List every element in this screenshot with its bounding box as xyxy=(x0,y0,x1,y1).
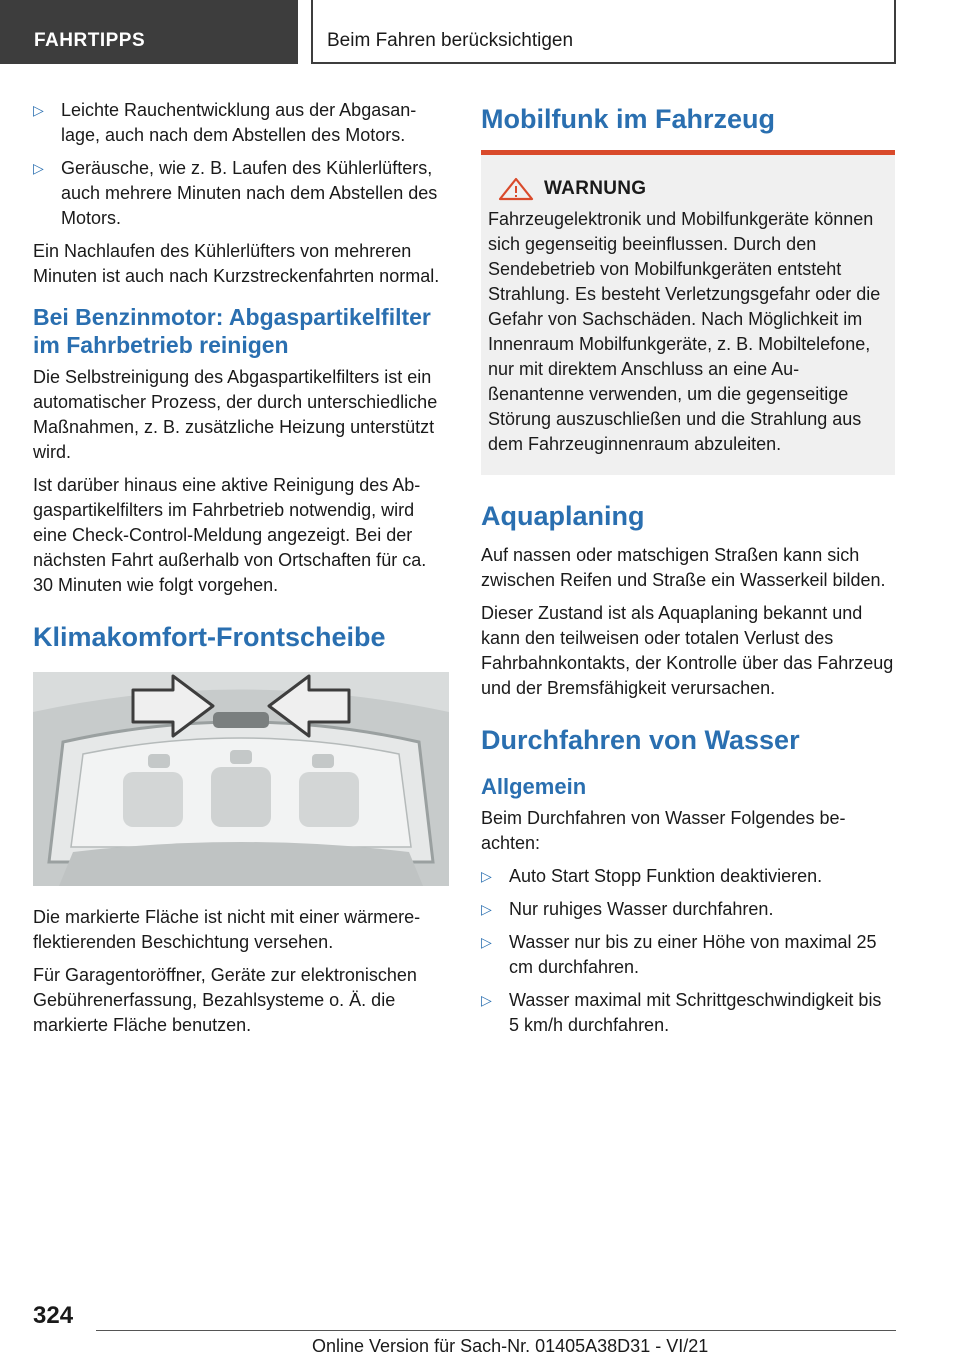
warning-header xyxy=(488,177,887,201)
triangle-right-icon: ▷ xyxy=(481,901,492,917)
windshield-illustration xyxy=(33,672,449,886)
list-item: ▷ Geräusche, wie z. B. Laufen des Kühlerlüfters, auch mehrere Minuten nach dem Abstellen des Motors. xyxy=(33,158,438,228)
warning-box xyxy=(481,155,895,475)
list-item: ▷ Wasser maximal mit Schrittgeschwindigkeit bis 5 km/h durchfahren. xyxy=(481,990,882,1035)
paragraph-garagentoroeffner: Für Garagentoröffner, Geräte zur elektronischen Gebührenerfassung, Bezahlsysteme o. Ä. die markierte Fläche benutzen. xyxy=(33,965,417,1035)
left-column xyxy=(33,98,449,1046)
triangle-right-icon: ▷ xyxy=(481,868,492,884)
heading-benzinmotor: Bei Benzinmotor: Abgaspartikelfilter im Fahrbetrieb reinigen xyxy=(33,304,431,358)
page-number: 324 xyxy=(33,1302,74,1329)
list-item: ▷ Nur ruhiges Wasser durchfahren. xyxy=(481,897,895,922)
paragraph-aktive-reinigung: Ist darüber hinaus eine aktive Reinigung des Abgaspartikelfilters im Fahrbetrieb notwendig, wird eine Check-Control-Meldung angezeigt. Bei der nächsten Fahrt außerhalb von Ortschaften für ca. 30 Minuten wie folgt vorgehen. xyxy=(33,475,427,595)
list-item: ▷ Leichte Rauchentwicklung aus der Abgasanlage, auch nach dem Abstellen des Motors. xyxy=(33,100,417,145)
paragraph-aquaplaning-verlust: Dieser Zustand ist als Aquaplaning bekannt und kann den teilweisen oder totalen Verlust des Fahrbahnkontakts, der Kontrolle über das Fahrzeug und der Bremsfähigkeit verursachen. xyxy=(481,603,894,698)
paragraph-allgemein: Beim Durchfahren von Wasser Folgendes beachten: xyxy=(481,808,846,853)
triangle-right-icon: ▷ xyxy=(33,160,44,176)
heading-klimakomfort: Klimakomfort-Frontscheibe xyxy=(33,622,386,652)
paragraph-wasserkeil: Auf nassen oder matschigen Straßen kann sich zwischen Reifen und Straße ein Wasserkeil bilden. xyxy=(481,545,886,590)
section-title: FAHRTIPPS xyxy=(34,30,146,51)
heading-aquaplaning: Aquaplaning xyxy=(481,501,645,531)
warning-triangle-icon xyxy=(498,177,534,201)
footer-rule xyxy=(96,1330,896,1331)
heading-mobilfunk: Mobilfunk im Fahrzeug xyxy=(481,104,775,134)
warning-label: WARNUNG xyxy=(544,178,647,199)
right-column xyxy=(481,98,895,1046)
triangle-right-icon: ▷ xyxy=(33,102,44,118)
heading-allgemein: Allgemein xyxy=(481,774,587,799)
chapter-title: Beim Fahren berücksichtigen xyxy=(327,30,574,51)
paragraph-nachlauf: Ein Nachlaufen des Kühlerlüfters von mehreren Minuten ist auch nach Kurzstreckenfahrten normal. xyxy=(33,241,440,286)
section-tab xyxy=(0,0,298,64)
triangle-right-icon: ▷ xyxy=(481,992,492,1008)
triangle-right-icon: ▷ xyxy=(481,934,492,950)
paragraph-selbstreinigung: Die Selbstreinigung des Abgaspartikelfilters ist ein automatischer Prozess, der durch unterschiedliche Maßnahmen, z. B. zusätzliche Heizung unterstützt wird. xyxy=(33,367,438,462)
footer-version: Online Version für Sach-Nr. 01405A38D31 - VI/21 xyxy=(312,1336,709,1356)
list-item: ▷ Auto Start Stopp Funktion deaktivieren. xyxy=(481,864,895,889)
smoke-noise-list xyxy=(33,98,449,231)
water-crossing-list xyxy=(481,864,895,1038)
paragraph-markierte-flaeche: Die markierte Fläche ist nicht mit einer wärmereflektierenden Beschichtung versehen. xyxy=(33,907,421,952)
warning-text: Fahrzeugelektronik und Mobilfunkgeräte können sich gegenseitig beeinflussen. Durch den Sendebetrieb von Mobilfunkgeräten entsteht Strahlung. Es besteht Verletzungsgefahr oder die Gefahr von Sachschäden. Nach Möglichkeit im Innenraum Mobilfunkgeräte, z. B. Mobiltelefone, nur mit direktem Anschluss an eine Außenantenne verwenden, um die gegenseitige Störung auszuschließen und die Strahlung aus dem Fahrzeuginnenraum abzuleiten. xyxy=(488,209,881,454)
chapter-tab xyxy=(311,0,896,64)
list-item: ▷ Wasser nur bis zu einer Höhe von maximal 25 cm durchfahren. xyxy=(481,932,877,977)
heading-durchfahren-wasser: Durchfahren von Wasser xyxy=(481,725,800,755)
